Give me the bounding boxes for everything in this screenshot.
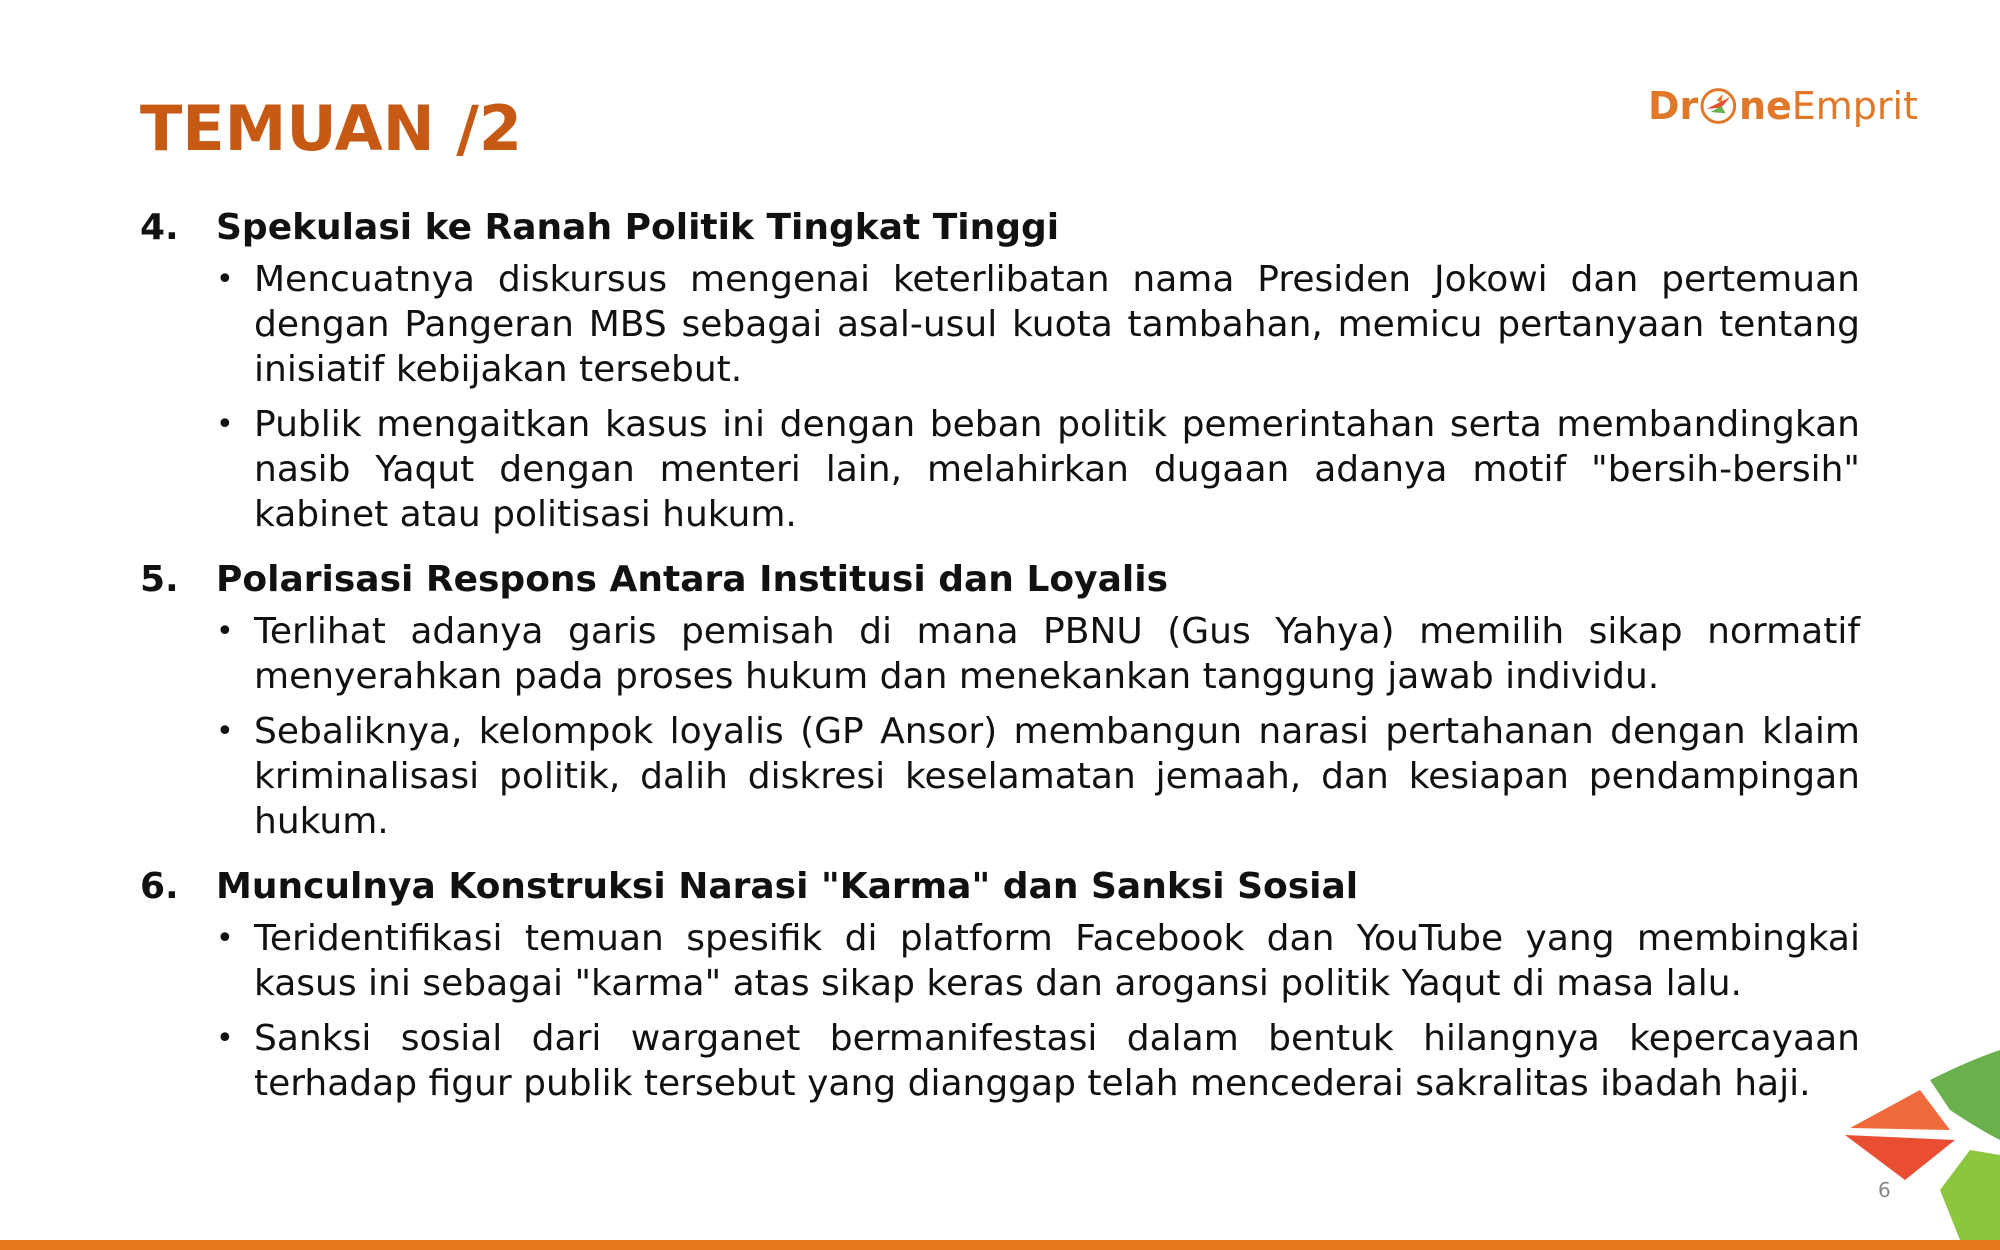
bullet-text: Sebaliknya, kelompok loyalis (GP Ansor) membangun narasi pertahanan dengan klaim kriminalisasi politik, dalih diskresi keselamatan jemaah, dan kesiapan pendampingan hukum. <box>254 711 1860 842</box>
finding-number: 6. <box>140 866 179 907</box>
corner-decoration <box>1820 1040 2000 1240</box>
bullet-item <box>216 402 1860 537</box>
bullet-text: Mencuatnya diskursus mengenai keterlibatan nama Presiden Jokowi dan pertemuan dengan Pangeran MBS sebagai asal-usul kuota tambahan, memicu pertanyaan tentang inisiatif kebijakan tersebut. <box>254 259 1860 390</box>
page-number: 6 <box>1878 1178 1891 1202</box>
logo-text-ne: ne <box>1738 84 1792 128</box>
finding-heading <box>140 864 1860 910</box>
bullet-list <box>216 916 1860 1106</box>
bullet-item <box>216 709 1860 844</box>
bottom-accent-bar <box>0 1240 2000 1250</box>
finding-number: 4. <box>140 207 179 248</box>
bullet-item <box>216 916 1860 1006</box>
findings-list <box>140 205 1860 1126</box>
bullet-dot-icon: • <box>216 1021 234 1056</box>
finding-6 <box>140 864 1860 1106</box>
finding-number: 5. <box>140 559 179 600</box>
bird-circle-icon <box>1699 80 1738 132</box>
bullet-list <box>216 257 1860 537</box>
bullet-text: Teridentifikasi temuan spesifik di platform Facebook dan YouTube yang membingkai kasus ini sebagai "karma" atas sikap keras dan arogansi politik Yaqut di masa lalu. <box>254 918 1860 1004</box>
bullet-dot-icon: • <box>216 614 234 649</box>
bullet-item <box>216 1016 1860 1106</box>
slide-title: TEMUAN /2 <box>140 92 523 165</box>
logo-text-dr: Dr <box>1648 84 1699 128</box>
logo-text-emprit: Emprit <box>1791 84 1918 128</box>
bullet-list <box>216 609 1860 844</box>
finding-title: Munculnya Konstruksi Narasi "Karma" dan Sanksi Sosial <box>216 866 1359 907</box>
bullet-dot-icon: • <box>216 921 234 956</box>
finding-title: Polarisasi Respons Antara Institusi dan Loyalis <box>216 559 1168 600</box>
finding-heading <box>140 557 1860 603</box>
finding-5 <box>140 557 1860 844</box>
bullet-item <box>216 257 1860 392</box>
bullet-dot-icon: • <box>216 407 234 442</box>
finding-title: Spekulasi ke Ranah Politik Tingkat Tinggi <box>216 207 1060 248</box>
bullet-text: Sanksi sosial dari warganet bermanifestasi dalam bentuk hilangnya kepercayaan terhadap figur publik tersebut yang dianggap telah mencederai sakralitas ibadah haji. <box>254 1018 1860 1104</box>
drone-emprit-logo <box>1648 70 1918 142</box>
bullet-item <box>216 609 1860 699</box>
finding-heading <box>140 205 1860 251</box>
bullet-text: Terlihat adanya garis pemisah di mana PBNU (Gus Yahya) memilih sikap normatif menyerahkan pada proses hukum dan menekankan tanggung jawab individu. <box>254 611 1860 697</box>
bullet-dot-icon: • <box>216 262 234 297</box>
bullet-dot-icon: • <box>216 714 234 749</box>
bullet-text: Publik mengaitkan kasus ini dengan beban politik pemerintahan serta membandingkan nasib Yaqut dengan menteri lain, melahirkan dugaan adanya motif "bersih-bersih" kabinet atau politisasi hukum. <box>254 404 1860 535</box>
finding-4 <box>140 205 1860 537</box>
